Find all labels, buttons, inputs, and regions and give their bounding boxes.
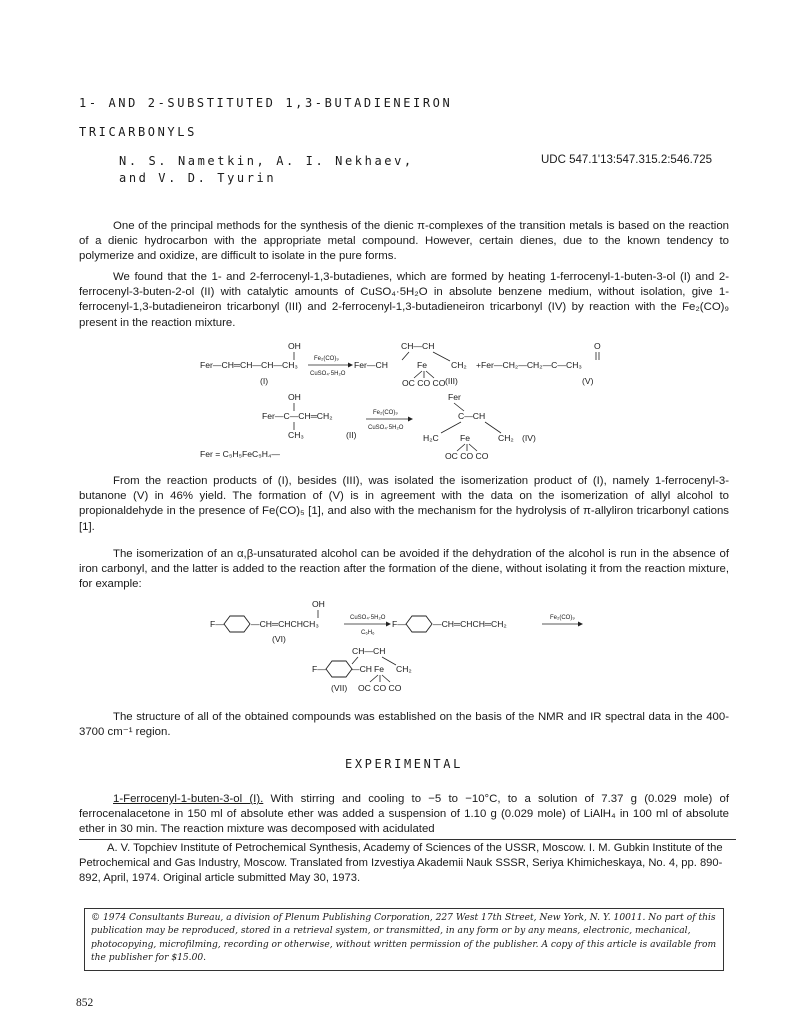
scheme1-label-III: (III) [445, 376, 458, 386]
scheme1-fe: Fe [417, 360, 428, 370]
scheme2-reagent-fe2co9: Fe₂(CO)₉ [550, 615, 575, 621]
article-title-line-2: TRICARBONYLS [79, 125, 197, 139]
scheme1-oxygen: O [594, 341, 601, 351]
scheme1-h2c: H₂C [423, 433, 439, 443]
scheme1-fer-definition: Fer = C₅H₅FeC₅H₄— [200, 449, 281, 459]
scheme2-co-ligands: OC CO CO [358, 683, 402, 693]
scheme2-f-3: F— [312, 664, 326, 674]
scheme1-oh-label-2: OH [288, 392, 301, 402]
scheme1-label-V: (V) [582, 376, 594, 386]
scheme1-compound-II: Fer—C—CH═CH₂ [262, 411, 333, 421]
scheme1-reagent-fe2co9-2: Fe₂(CO)₉ [373, 410, 398, 416]
scheme1-label-IV: (IV) [522, 433, 536, 443]
paragraph-finding: We found that the 1- and 2-ferrocenyl-1,3-butadienes, which are formed by heating 1-ferrocenyl-1-buten-3-ol (I) and 2-ferrocenyl-3-buten-2-ol (II) with catalytic amounts of CuSO₄·5H₂O in absolute benzene medium, without isolation, give 1-ferrocenyl-1,3-butadieneiron tricarbonyl (III) and 2-ferrocenyl-1,3-butadieneiron tricarbonyl (IV) by reaction with the Fe₂(CO)₉ present in the reaction mixture. [79, 271, 729, 329]
scheme1-ch2: CH₂ [451, 360, 467, 370]
authors-line-1: N. S. Nametkin, A. I. Nekhaev, [119, 154, 414, 168]
scheme1-oh-label: OH [288, 341, 301, 351]
scheme2-benzene-ring-2 [406, 616, 432, 632]
affiliation-footnote: A. V. Topchiev Institute of Petrochemical Synthesis, Academy of Sciences of the USSR, Moscow. I. M. Gubkin Institute of the Petrochemical and Gas Industry, Moscow. Translated from Izvestiya Akademii Nauk SSSR, Seriya Khimicheskaya, No. 4, pp. 890-892, April, 1974. Original article submitted May 30, 1973. [79, 842, 723, 884]
scheme2-f-1: F— [210, 619, 224, 629]
scheme1-ketone-V: +Fer—CH₂—CH₂—C—CH₃ [476, 360, 582, 370]
article-title-line-1: 1- AND 2-SUBSTITUTED 1,3-BUTADIENEIRON [79, 96, 453, 110]
scheme1-reagent-cuso4: CuSO₄·5H₂O [310, 371, 346, 377]
scheme1-fer-top: Fer [448, 392, 461, 402]
paragraph-experimental [79, 792, 729, 838]
reaction-scheme-1 [196, 338, 736, 470]
scheme2-label-VII: (VII) [331, 683, 348, 693]
scheme2-reagent-cuso4: CuSO₄·5H₂O [350, 615, 386, 621]
scheme2-chch: CH—CH [352, 646, 386, 656]
scheme1-reagent-cuso4-2: CuSO₄·5H₂O [368, 425, 404, 431]
scheme1-c-ch: C—CH [458, 411, 486, 421]
scheme2-benzene-ring-3 [326, 661, 352, 677]
experimental-heading: EXPERIMENTAL [345, 757, 463, 771]
compound-I-label: 1-Ferrocenyl-1-buten-3-ol (I). [113, 793, 264, 805]
copyright-notice: © 1974 Consultants Bureau, a division of Plenum Publishing Corporation, 227 West 17th Street, New York, N. Y. 10011. No part of this publication may be reproduced, stored in a retrieval system, or transmitted, in any form or by any means, electronic, mechanical, photocopying, microfilming, recording or otherwise, without written permission of the publisher. A copy of this article is available from the publisher for $15.00. [84, 908, 724, 971]
scheme2-fe: Fe [374, 664, 385, 674]
paragraph-isomerization: From the reaction products of (I), besides (III), was isolated the isomerization product of (I), namely 1-ferrocenyl-3-butanone (V) in 46% yield. The formation of (V) is in agreement with the data on the isomerization of allyl alcohol to propionaldehyde in the presence of Fe(CO)₅ [1], and also with the mechanism for the hydrolysis of π-allyliron tricarbonyl cations [1]. [79, 475, 729, 533]
scheme1-co-ligands-2: OC CO CO [445, 451, 489, 461]
scheme2-label-VI: (VI) [272, 634, 286, 644]
scheme1-label-II: (II) [346, 430, 357, 440]
scheme1-label-I: (I) [260, 376, 269, 386]
authors-line-2: and V. D. Tyurin [119, 171, 277, 185]
paragraph-dehydration: The isomerization of an α,β-unsaturated alcohol can be avoided if the dehydration of the alcohol is run in the absence of iron carbonyl, and the latter is added to the reaction after the formation of the diene, without isolating it from the reaction mixture, for example: [79, 548, 729, 591]
scheme2-ch: —CH [351, 664, 373, 674]
paragraph-structure: The structure of all of the obtained compounds was established on the basis of the NMR and IR spectral data in the 400-3700 cm⁻¹ region. [79, 711, 729, 739]
paragraph-intro: One of the principal methods for the synthesis of the dienic π-complexes of the transition metals is based on the reaction of a dienic hydrocarbon with the appropriate metal compound. However, certain dienes, due to the known tendency to polymerize and oxidize, are difficult to isolate in the pure forms. [79, 220, 729, 263]
scheme2-ch2: CH₂ [396, 664, 412, 674]
scheme1-chch: CH—CH [401, 341, 435, 351]
scheme1-ch2-2: CH₂ [498, 433, 514, 443]
footnote-rule [79, 839, 736, 840]
udc-code: UDC 547.1'13:547.315.2:546.725 [541, 154, 712, 166]
scheme1-ch3: CH₃ [288, 430, 304, 440]
scheme1-compound-I: Fer—CH═CH—CH—CH₃ [200, 360, 298, 370]
experimental-text: With stirring and cooling to −5 to −10°C, to a solution of 7.37 g (0.029 mole) of ferrocenalacetone in 150 ml of absolute ether was added a suspension of 1.10 g (0.029 mole) of LiAlH₄ in 100 ml of absolute ether in 30 min. The reaction mixture was decomposed with acidulated [79, 793, 729, 836]
scheme2-chain-diene: —CH═CHCH═CH₂ [433, 619, 507, 629]
scheme1-co-ligands: OC CO CO [402, 378, 446, 388]
scheme2-f-2: F— [392, 619, 406, 629]
scheme2-chain-VI: —CH═CHCHCH₃ [251, 619, 319, 629]
scheme1-fe-2: Fe [460, 433, 471, 443]
scheme2-benzene-ring-1 [224, 616, 250, 632]
scheme1-fer-ch: Fer—CH [354, 360, 388, 370]
reaction-scheme-2 [206, 598, 626, 698]
page-number: 852 [76, 997, 94, 1009]
scheme2-oh: OH [312, 599, 325, 609]
scheme1-reagent-fe2co9: Fe₂(CO)₉ [314, 356, 339, 362]
scheme2-reagent-benzene: C₆H₆ [361, 630, 375, 636]
